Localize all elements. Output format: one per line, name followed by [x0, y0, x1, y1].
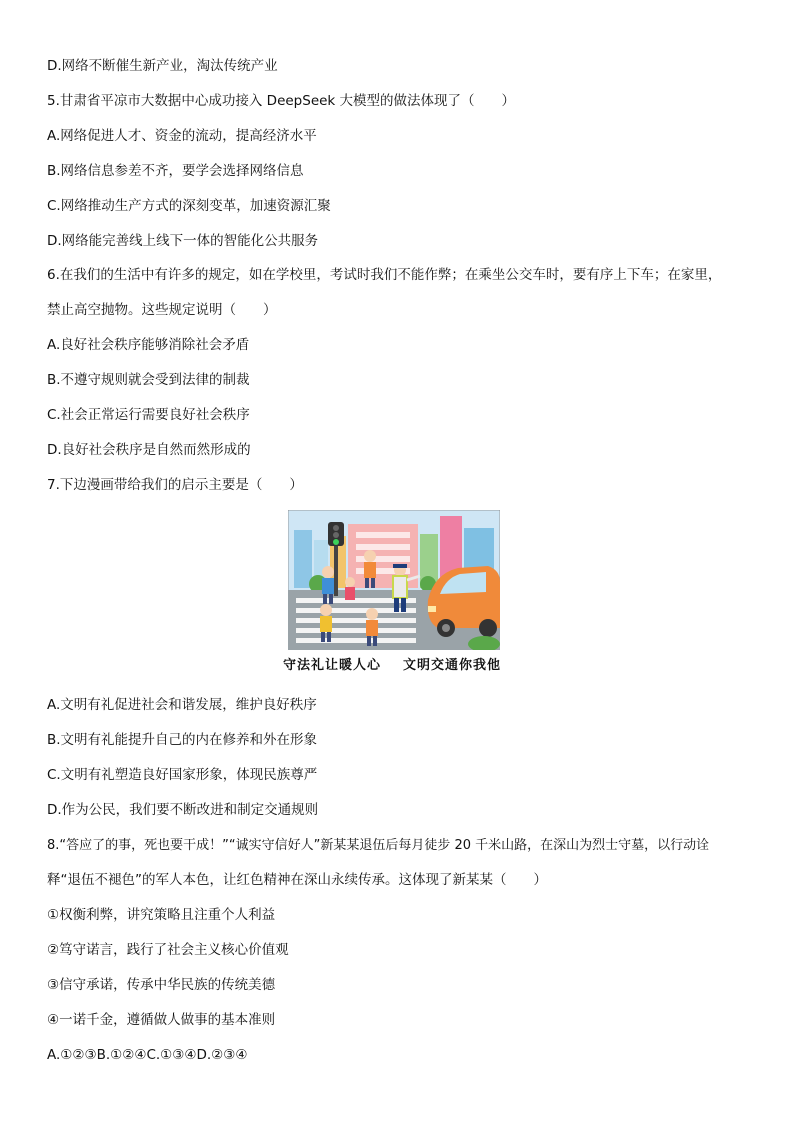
- q7-option-a: A.文明有礼促进社会和谐发展，维护良好秩序: [47, 697, 317, 713]
- q8-statement-3: ③信守承诺，传承中华民族的传统美德: [47, 977, 276, 993]
- question-8-stem-line2: 释“退伍不褪色”的军人本色，让红色精神在深山永续传承。这体现了新某某（ ）: [47, 872, 547, 888]
- q6-option-a: A.良好社会秩序能够消除社会矛盾: [47, 337, 250, 353]
- q6-option-b: B.不遵守规则就会受到法律的制裁: [47, 372, 250, 388]
- q8-statement-2: ②笃守诺言，践行了社会主义核心价值观: [47, 942, 289, 958]
- q8-statement-4: ④一诺千金，遵循做人做事的基本准则: [47, 1012, 276, 1028]
- q7-option-d: D.作为公民，我们要不断改进和制定交通规则: [47, 802, 319, 818]
- question-5-stem: 5.甘肃省平凉市大数据中心成功接入 DeepSeek 大模型的做法体现了（ ）: [47, 93, 516, 109]
- question-6-stem-line2: 禁止高空抛物。这些规定说明（ ）: [47, 302, 277, 318]
- q8-options: A.①②③B.①②④C.①③④D.②③④: [47, 1047, 248, 1063]
- line-q4-option-d: D.网络不断催生新产业，淘汰传统产业: [47, 58, 278, 74]
- q5-option-a: A.网络促进人才、资金的流动，提高经济水平: [47, 128, 317, 144]
- q7-option-b: B.文明有礼能提升自己的内在修养和外在形象: [47, 732, 318, 748]
- q7-option-c: C.文明有礼塑造良好国家形象，体现民族尊严: [47, 767, 318, 783]
- cartoon-caption-left: 守法礼让暖人心: [283, 658, 382, 673]
- q6-option-d: D.良好社会秩序是自然而然形成的: [47, 442, 251, 458]
- cartoon-caption-right: 文明交通你我他: [403, 658, 502, 673]
- q6-option-c: C.社会正常运行需要良好社会秩序: [47, 407, 250, 423]
- q8-statement-1: ①权衡利弊，讲究策略且注重个人利益: [47, 907, 276, 923]
- cartoon-caption: [283, 654, 501, 673]
- q5-option-d: D.网络能完善线上线下一体的智能化公共服务: [47, 233, 319, 249]
- q5-option-b: B.网络信息参差不齐，要学会选择网络信息: [47, 163, 304, 179]
- question-7-stem: 7.下边漫画带给我们的启示主要是（ ）: [47, 477, 303, 493]
- traffic-cartoon-image: [288, 510, 500, 650]
- question-6-stem-line1: 6.在我们的生活中有许多的规定，如在学校里，考试时我们不能作弊；在乘坐公交车时，要有序上下车；在家里，: [47, 267, 722, 283]
- q5-option-c: C.网络推动生产方式的深刻变革，加速资源汇聚: [47, 198, 331, 214]
- question-8-stem-line1: 8.“答应了的事，死也要干成！”“诚实守信好人”新某某退伍后每月徒步 20 千米山路，在深山为烈士守墓，以行动诠: [47, 838, 710, 853]
